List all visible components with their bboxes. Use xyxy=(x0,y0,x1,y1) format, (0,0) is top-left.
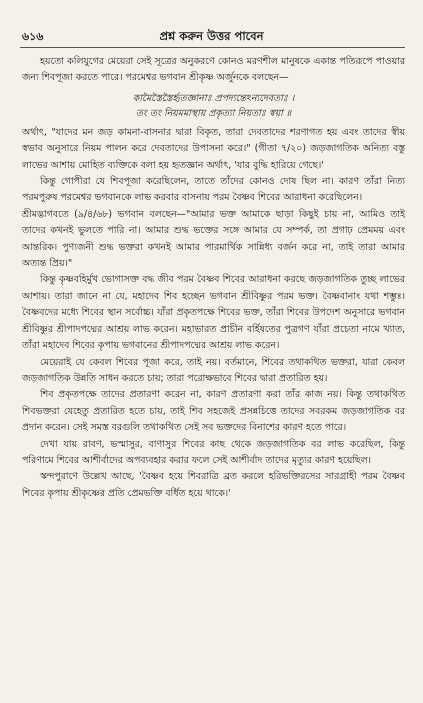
paragraph-4: শ্রীমদ্ভাগবতে (৯/৪/৬৮) ভগবান বলছেন—"আমার ভক্ত আমাকে ছাড়া কিছুই চায় না, আমিও তাই তাদের কখনই ভুলতে পারি না। আমার শুদ্ধ ভক্তের সঙ্গে আমার যে সম্পর্ক, তা প্রগাঢ় প্রেমময় এবং আন্তরিক। পুণ্যজনী শুদ্ধ ভক্তরা কখনই আমার পারমার্থিক সান্নিধ্য বর্জন করে না, তাই তারা আমার অত্যন্ত প্রিয়।" xyxy=(22,208,405,270)
verse-line-2: তং তং নিয়মমাস্থায় প্রকৃত্যা নিয়তাঃ স্বয়া ॥ xyxy=(135,107,292,119)
page-number: ৬১৬ xyxy=(22,30,44,43)
verse-line-1: কামৈস্তৈস্তৈর্হৃতজ্ঞানাঃ প্রপদ্যন্তেঽন্যদেবতাঃ । xyxy=(132,92,295,104)
header-rule xyxy=(20,47,405,48)
paragraph-7: শিব প্রকৃতপক্ষে তাদের প্রতারণা করেন না, কারণ প্রতারণা করা তাঁর কাজ নয়। কিন্তু তথাকথিত শিবভক্তরা যেহেতু প্রতারিত হতে চায়, তাই শিব সহজেই প্রসন্নচিত্তে তাদের সবরকম জড়জাগতিক বর প্রদান করেন। সেই সমস্ত বরগুলি তথাকথিত সেই সব ভক্তদের বিনাশের কারণ হতে পারে। xyxy=(22,389,405,434)
paragraph-9: স্কন্দপুরাণে উল্লেখ আছে, 'বৈষ্ণব হয়ে শিবরাত্রি ব্রত করলে হরিভক্তিরসের সারগ্রাহী পরম বৈষ্ণব শিবের কৃপায় শ্রীকৃষ্ণের প্রতি প্রেমভক্তি বর্ধিত হয়ে থাকে।' xyxy=(22,471,405,499)
paragraph-6: মেয়েরাই যে কেবল শিবের পূজা করে, তাই নয়। বর্তমানে, শিবের তথাকথিত ভক্তরা, যারা কেবল জড়জাগতিক উন্নতি সাধন করতে চায়; তারা পরোক্ষভাবে শিবের দ্বারা প্রতারিত হয়। xyxy=(22,356,405,384)
paragraph-3: কিন্তু গোপীরা যে শিবপূজা করেছিলেন, তাতে তাঁদের কোনও দোষ ছিল না। কারণ তাঁরা নিত্য পরমপুরুষ পরমেশ্বর ভগবানকে লাভ করবার বাসনায় পরম বৈষ্ণব শিবের আরাধনা করেছিলেন। xyxy=(22,176,405,204)
running-header-title: প্রশ্ন করুন উত্তর পাবেন xyxy=(159,29,264,43)
paragraph-1: হয়তো কলিযুগের মেয়েরা সেই সূত্রের অনুকরণে কোনও মরণশীল মানুষকে একান্ত পতিরূপে পাওয়ার জন্য শিবপূজা করতে পারে। পরমেশ্বর ভগবান শ্রীকৃষ্ণ অর্জুনকে বলছেন— xyxy=(22,56,405,84)
paragraph-8: দেখা যায় রাবণ, ভস্মাসুর, বাণাসুর শিবের কাছ থেকে জড়জাগতিক বর লাভ করেছিল, কিন্তু পরিণামে শিবের আশীর্বাদের অপব্যবহার করার ফলে সেই আশীর্বাদ তাদের মৃত্যুর কারণ হয়েছিল। xyxy=(22,438,405,466)
page-body xyxy=(22,54,405,502)
paragraph-2: অর্থাৎ, "যাদের মন জড় কামনা-বাসনার দ্বারা বিকৃত, তারা দেবতাদের শরণাগত হয় এবং তাদের স্বীয় স্বভাব অনুসারে নিয়ম পালন করে দেবতাদের উপাসনা করে।" (গীতা ৭/২০) জড়জাগতিক অনিত্য বস্তু লাভের আশায় মোহিত ব্যক্তিকে বলা হয় হৃতজ্ঞান অর্থাৎ, 'যার বুদ্ধি হারিয়ে গেছে।' xyxy=(22,126,405,171)
paragraph-5: কিন্তু কৃষ্ণবহির্মুখ ভোগাসক্ত বদ্ধ জীব পরম বৈষ্ণব শিবের আরাধনা করছে জড়জাগতিক তুচ্ছ লাভের আশায়। তারা জানে না যে, মহাদেব শিব হচ্ছেন ভগবান শ্রীবিষ্ণুর পরম ভক্ত। বৈষ্ণবানাং যথা শম্ভুঃ। বৈষ্ণবদের মধ্যে শিবের স্থান সর্বোচ্চ। যাঁরা প্রকৃতপক্ষে শিবের ভক্ত, তাঁরা শিবের উপদেশ অনুসারে ভগবান শ্রীবিষ্ণুর শ্রীপাদপদ্মের আশ্রয় লাভ করেন। মহাভারত প্রাচীন বর্হিষতের পুত্রগণ যাঁরা প্রচেতা নামে খ্যাত, তাঁরা মহাদেব শিবের কৃপায় ভগবানের শ্রীপাদপদ্মের আশ্রয় লাভ করেন। xyxy=(22,274,405,352)
sanskrit-verse xyxy=(22,91,405,121)
